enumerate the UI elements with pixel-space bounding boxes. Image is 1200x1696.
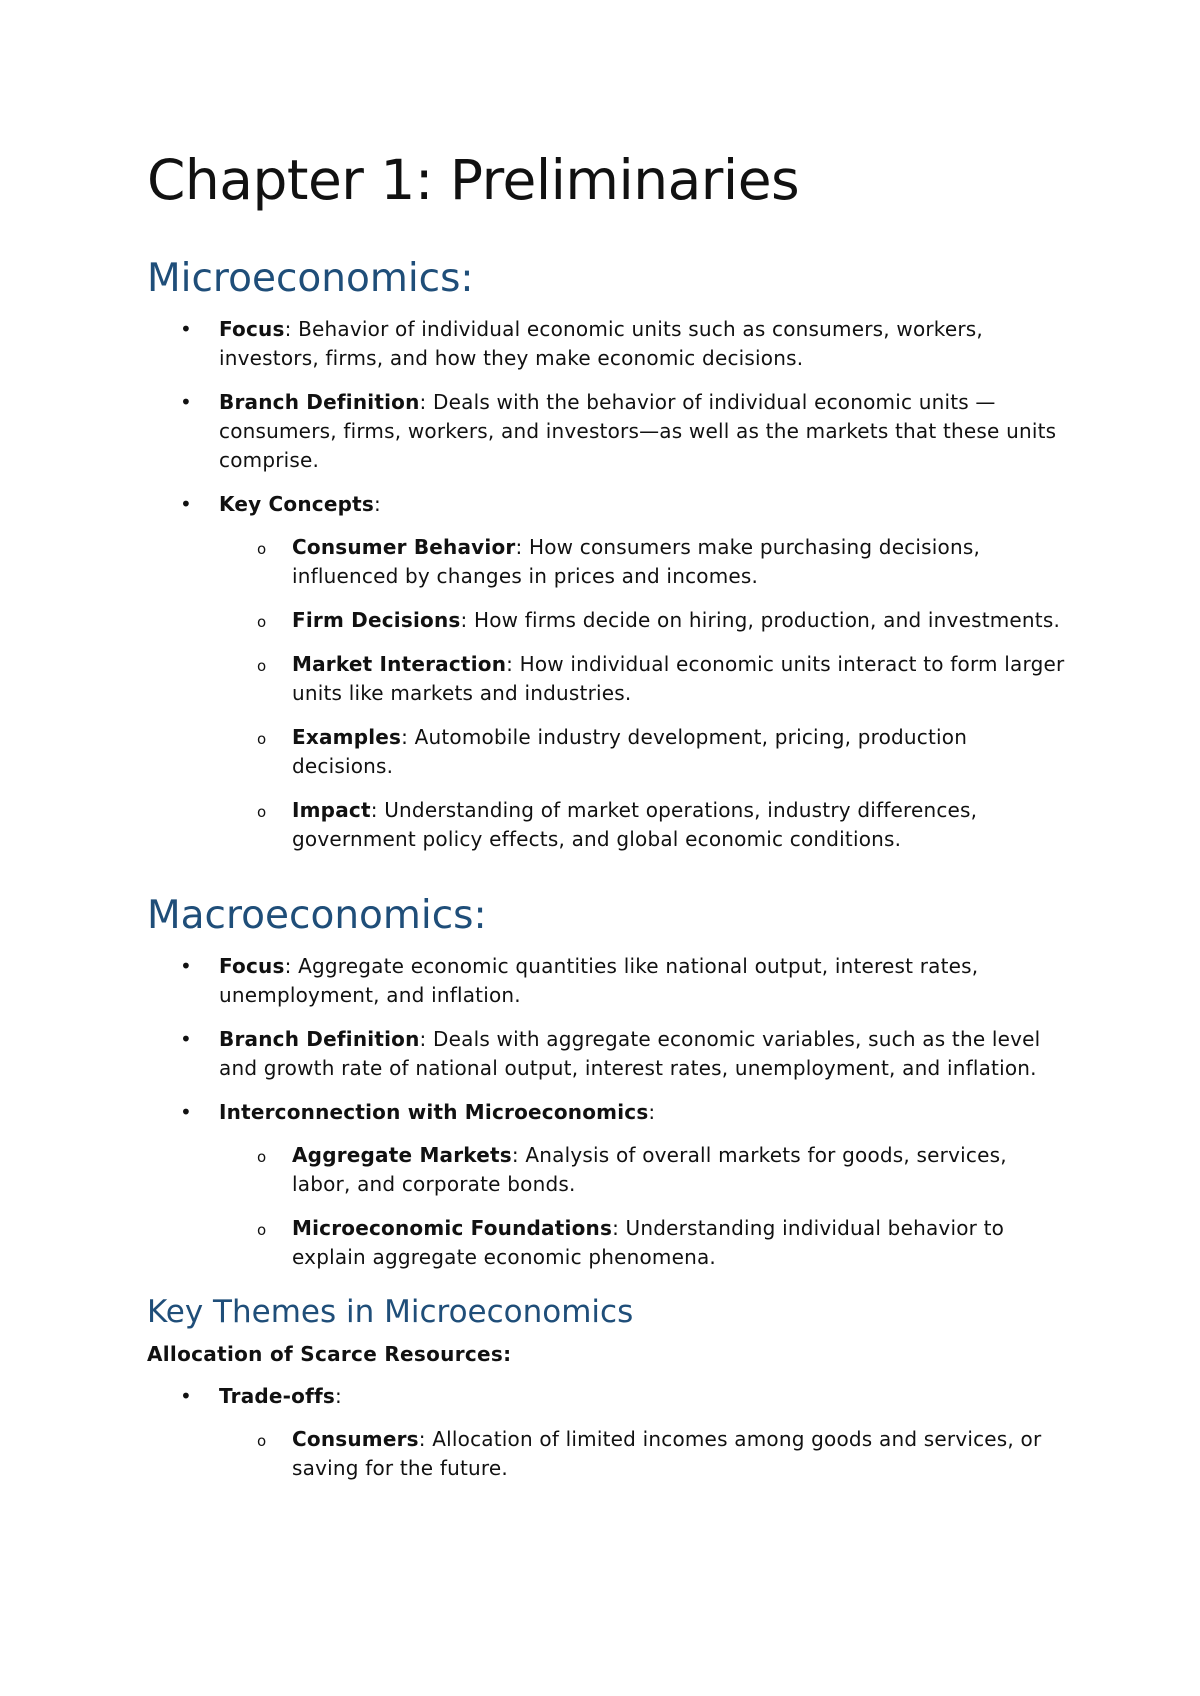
item-term: Market Interaction: [292, 652, 507, 676]
item-text: : Analysis of overall markets for goods, services, labor, and corporate bonds.: [292, 1143, 1007, 1196]
sub-bullet: o: [257, 730, 267, 748]
sub-bullet: o: [257, 803, 267, 821]
list-item: [147, 1025, 1067, 1083]
item-term: Key Concepts: [219, 492, 374, 516]
item-text: : Automobile industry development, pricing, production decisions.: [292, 725, 968, 778]
sub-list-item: [257, 723, 1067, 781]
item-text: : Deals with the behavior of individual economic units —consumers, firms, workers, and investors—as well as the markets that these units comprise.: [219, 390, 1057, 472]
bullet: •: [180, 1027, 192, 1051]
item-term: Aggregate Markets: [292, 1143, 512, 1167]
themes-list: [147, 1382, 1067, 1483]
item-term: Focus: [219, 954, 285, 978]
item-text: : Deals with aggregate economic variables, such as the level and growth rate of national output, interest rates, unemployment, and inflation.: [219, 1027, 1041, 1080]
sub-list-item: [257, 1425, 1067, 1483]
item-term: Focus: [219, 317, 285, 341]
item-text: : Aggregate economic quantities like national output, interest rates, unemployment, and inflation.: [219, 954, 979, 1007]
list-item: [147, 1382, 1067, 1483]
section-macroeconomics: [147, 892, 1067, 1272]
tradeoffs-list: [219, 1425, 1067, 1483]
list-item: [147, 1098, 1067, 1272]
micro-list: [147, 315, 1067, 854]
item-text: :: [335, 1384, 342, 1408]
subheading-allocation: Allocation of Scarce Resources:: [147, 1342, 512, 1366]
macro-list: [147, 952, 1067, 1272]
sub-bullet: o: [257, 1148, 267, 1166]
sub-list-item: [257, 606, 1067, 635]
heading-microeconomics: Microeconomics:: [147, 256, 474, 301]
sub-bullet: o: [257, 540, 267, 558]
item-term: Consumers: [292, 1427, 419, 1451]
item-term: Impact: [292, 798, 371, 822]
item-term: Branch Definition: [219, 390, 420, 414]
item-text: : Allocation of limited incomes among goods and services, or saving for the future.: [292, 1427, 1042, 1480]
chapter-title: Chapter 1: Preliminaries: [147, 148, 800, 212]
sub-list-item: [257, 1141, 1067, 1199]
item-term: Microeconomic Foundations: [292, 1216, 613, 1240]
interconnection-list: [219, 1141, 1067, 1272]
sub-bullet: o: [257, 1221, 267, 1239]
bullet: •: [180, 954, 192, 978]
item-term: Interconnection with Microeconomics: [219, 1100, 649, 1124]
item-text: : Understanding of market operations, industry differences, government policy effects, and global economic conditions.: [292, 798, 978, 851]
sub-bullet: o: [257, 1432, 267, 1450]
list-item: [147, 490, 1067, 854]
item-term: Examples: [292, 725, 402, 749]
item-term: Branch Definition: [219, 1027, 420, 1051]
list-item: [147, 388, 1067, 475]
heading-macroeconomics: Macroeconomics:: [147, 893, 487, 938]
list-item: [147, 315, 1067, 373]
sub-bullet: o: [257, 613, 267, 631]
heading-key-themes: Key Themes in Microeconomics: [147, 1294, 634, 1330]
document-page: [147, 145, 1067, 1498]
bullet: •: [180, 492, 192, 516]
bullet: •: [180, 1384, 192, 1408]
item-text: : Behavior of individual economic units such as consumers, workers, investors, firms, and how they make economic decisions.: [219, 317, 983, 370]
item-term: Trade-offs: [219, 1384, 336, 1408]
item-text: : How individual economic units interact to form larger units like markets and industries.: [292, 652, 1065, 705]
item-text: : How firms decide on hiring, production, and investments.: [460, 608, 1061, 632]
item-text: :: [648, 1100, 656, 1124]
sub-list-item: [257, 533, 1067, 591]
sub-list-item: [257, 650, 1067, 708]
bullet: •: [180, 1100, 192, 1124]
item-text: : How consumers make purchasing decisions, influenced by changes in prices and incomes.: [292, 535, 981, 588]
sub-list-item: [257, 1214, 1067, 1272]
sub-list-item: [257, 796, 1067, 854]
sub-bullet: o: [257, 657, 267, 675]
item-text: :: [373, 492, 381, 516]
item-text: : Understanding individual behavior to explain aggregate economic phenomena.: [292, 1216, 1005, 1269]
list-item: [147, 952, 1067, 1010]
section-microeconomics: [147, 255, 1067, 854]
item-term: Consumer Behavior: [292, 535, 516, 559]
bullet: •: [180, 390, 192, 414]
section-key-themes: [147, 1292, 1067, 1483]
key-concepts-list: [219, 533, 1067, 854]
item-term: Firm Decisions: [292, 608, 461, 632]
bullet: •: [180, 317, 192, 341]
